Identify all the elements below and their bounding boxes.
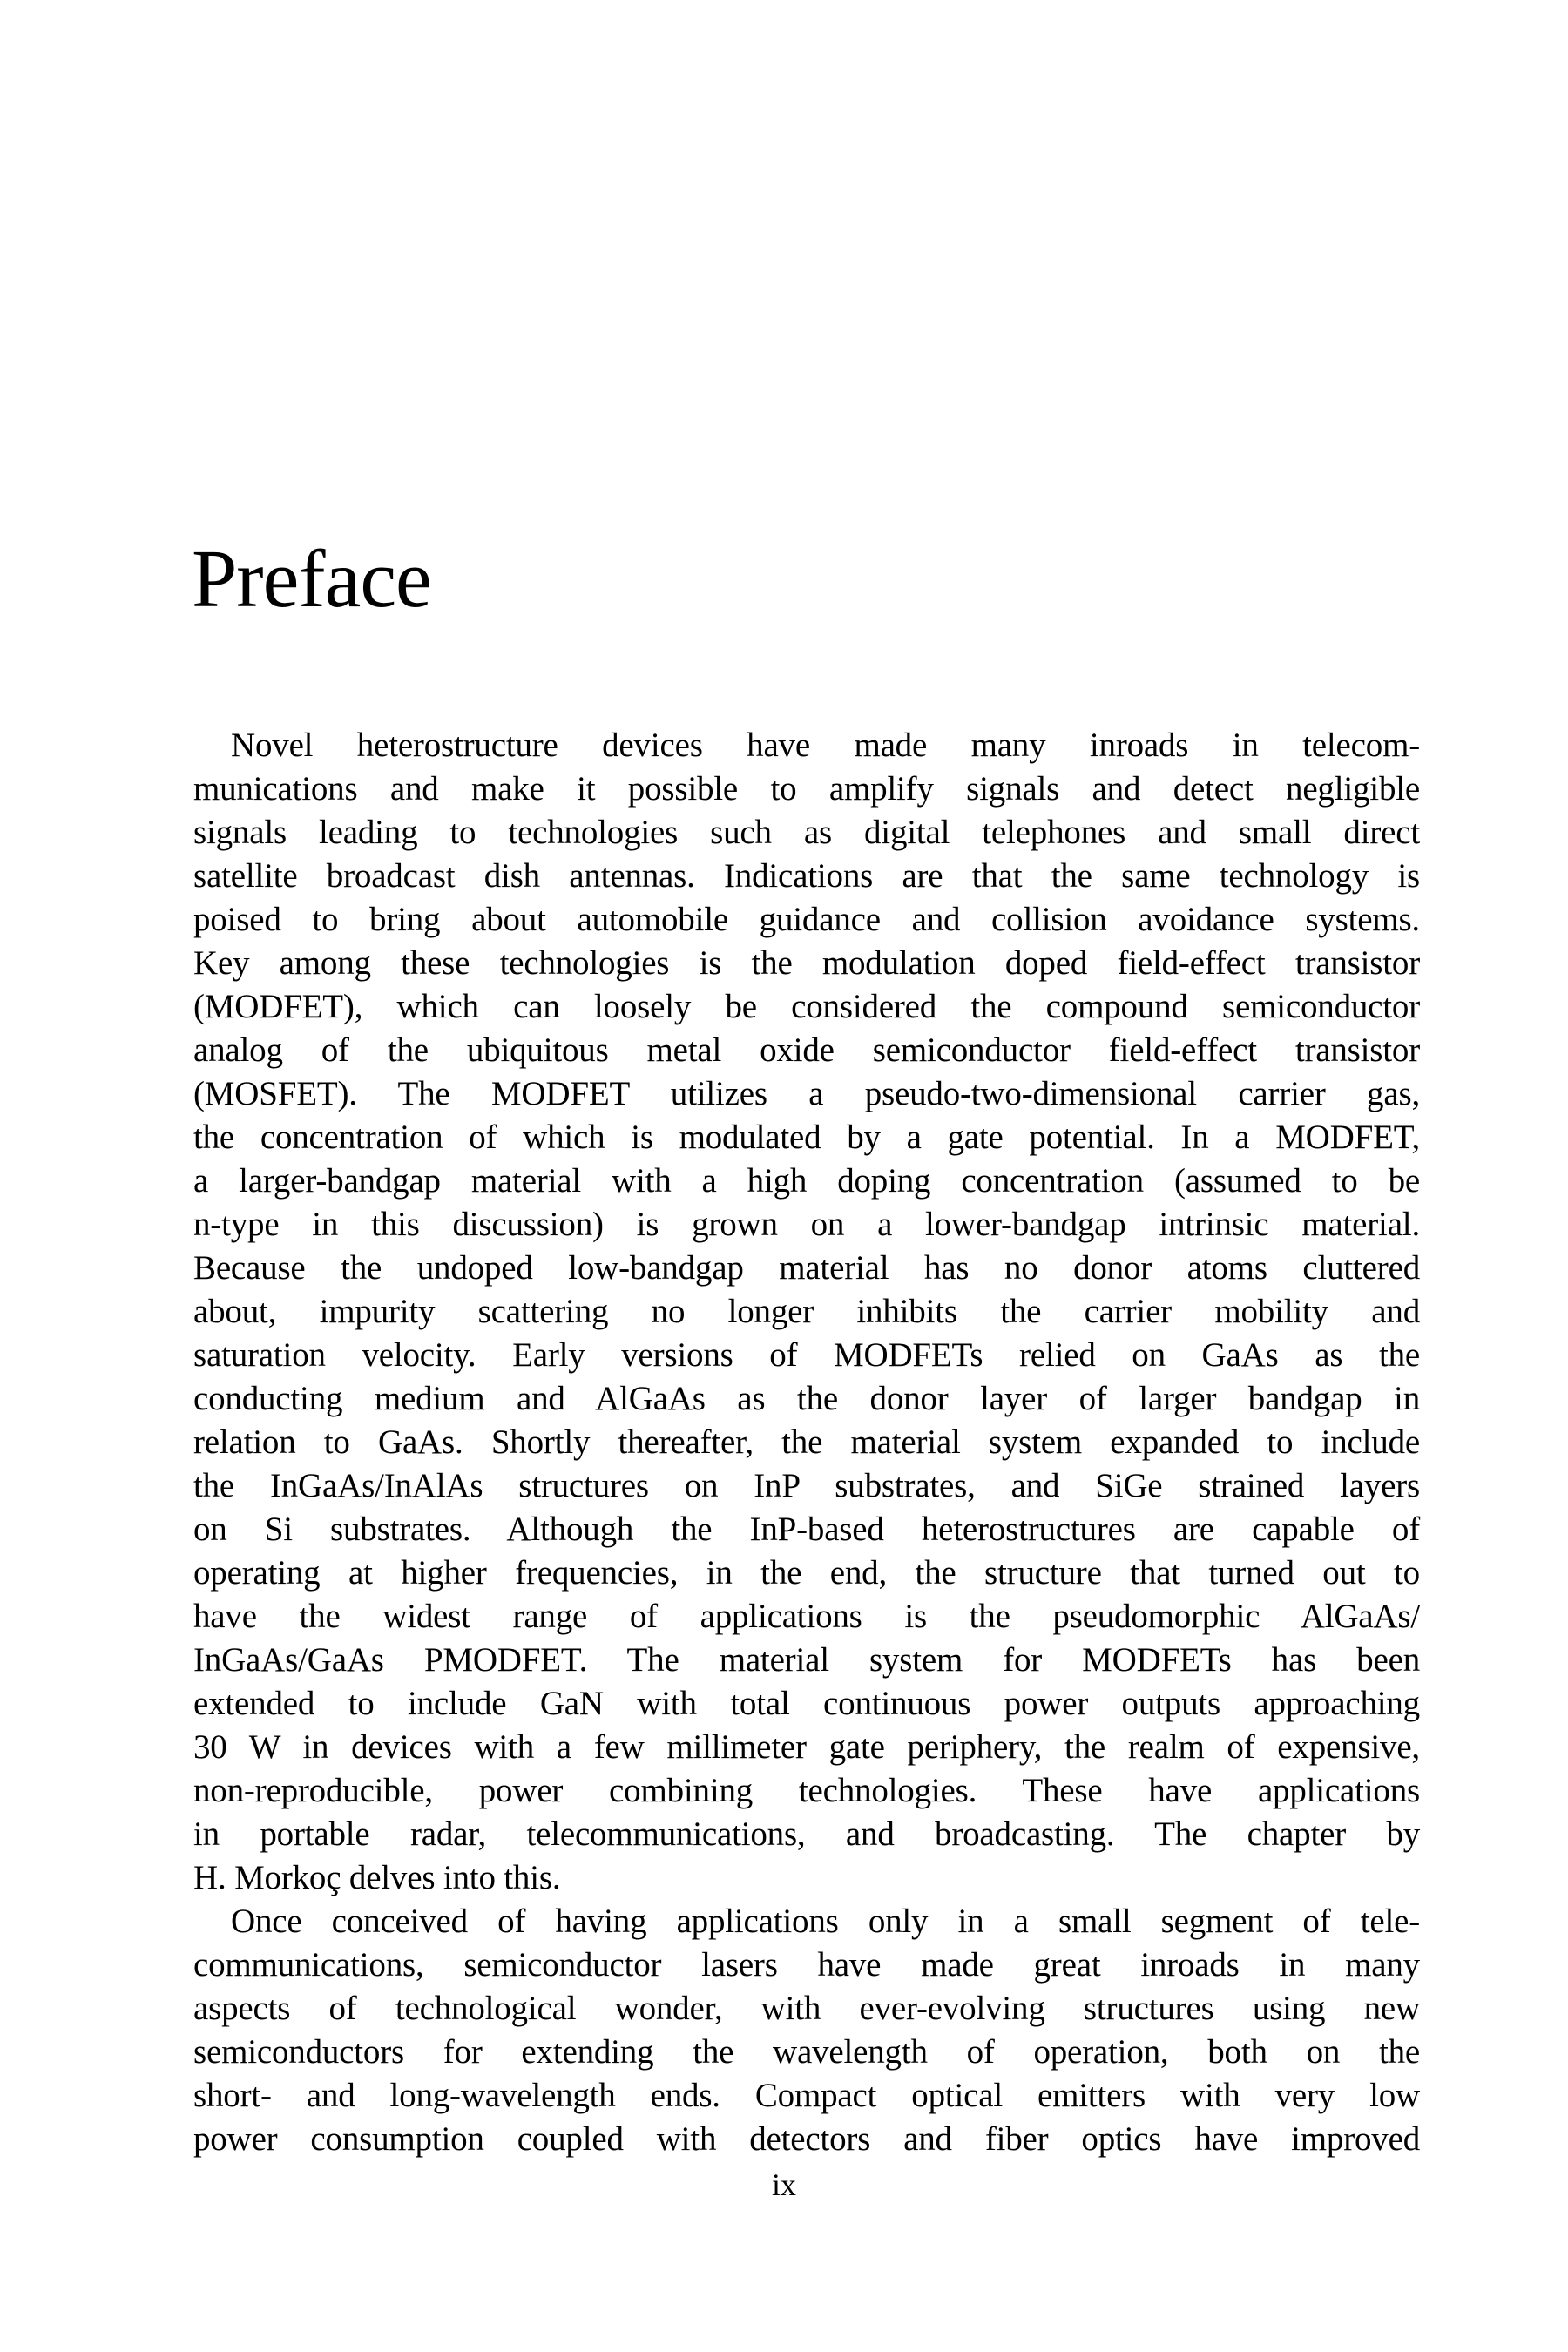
text-line: communications, semiconductor lasers have made great inroads in many <box>193 1946 1420 1984</box>
text-line: the concentration of which is modulated by a gate potential. In a MODFET, <box>193 1119 1420 1156</box>
text-line: H. Morkoç delves into this. <box>193 1859 561 1896</box>
text-line: short- and long-wavelength ends. Compact optical emitters with very low <box>193 2077 1420 2114</box>
text-line: analog of the ubiquitous metal oxide semiconductor field-effect transistor <box>193 1031 1420 1069</box>
text-line: in portable radar, telecommunications, and broadcasting. The chapter by <box>193 1815 1420 1853</box>
text-line: InGaAs/GaAs PMODFET. The material system for MODFETs has been <box>193 1641 1420 1679</box>
text-line: poised to bring about automobile guidance and collision avoidance systems. <box>193 901 1420 938</box>
text-line: about, impurity scattering no longer inhibits the carrier mobility and <box>193 1293 1420 1330</box>
text-line: satellite broadcast dish antennas. Indications are that the same technology is <box>193 857 1420 895</box>
text-line: the InGaAs/InAlAs structures on InP substrates, and SiGe strained layers <box>193 1467 1420 1504</box>
text-line: (MOSFET). The MODFET utilizes a pseudo-two-dimensional carrier gas, <box>193 1075 1420 1112</box>
text-line: munications and make it possible to amplify signals and detect negligible <box>193 770 1420 808</box>
text-line: Because the undoped low-bandgap material has no donor atoms cluttered <box>193 1249 1420 1287</box>
text-line: semiconductors for extending the wavelength of operation, both on the <box>193 2033 1420 2071</box>
preface-text <box>193 724 1420 2161</box>
text-line: Once conceived of having applications only in a small segment of tele- <box>231 1903 1420 1940</box>
text-line: power consumption coupled with detectors and fiber optics have improved <box>193 2120 1420 2158</box>
text-line: extended to include GaN with total continuous power outputs approaching <box>193 1685 1420 1722</box>
text-line: operating at higher frequencies, in the end, the structure that turned out to <box>193 1554 1420 1592</box>
text-line: relation to GaAs. Shortly thereafter, the material system expanded to include <box>193 1423 1420 1461</box>
text-line: Novel heterostructure devices have made many inroads in telecom- <box>231 727 1420 764</box>
text-line: non-reproducible, power combining technologies. These have applications <box>193 1772 1420 1809</box>
text-line: (MODFET), which can loosely be considered the compound semiconductor <box>193 988 1420 1025</box>
text-line: Key among these technologies is the modulation doped field-effect transistor <box>193 944 1420 982</box>
text-line: conducting medium and AlGaAs as the donor layer of larger bandgap in <box>193 1380 1420 1417</box>
text-line: on Si substrates. Although the InP-based heterostructures are capable of <box>193 1511 1420 1548</box>
text-line: a larger-bandgap material with a high doping concentration (assumed to be <box>193 1162 1420 1200</box>
text-line: have the widest range of applications is the pseudomorphic AlGaAs/ <box>193 1598 1420 1635</box>
text-line: n-type in this discussion) is grown on a lower-bandgap intrinsic material. <box>193 1206 1420 1243</box>
page-number: ix <box>771 2167 796 2202</box>
page-title: Preface <box>192 534 431 625</box>
text-line: saturation velocity. Early versions of MODFETs relied on GaAs as the <box>193 1336 1420 1374</box>
text-line: aspects of technological wonder, with ever-evolving structures using new <box>193 1990 1420 2027</box>
text-line: signals leading to technologies such as digital telephones and small direct <box>193 814 1420 851</box>
text-line: 30 W in devices with a few millimeter gate periphery, the realm of expensive, <box>193 1728 1420 1766</box>
